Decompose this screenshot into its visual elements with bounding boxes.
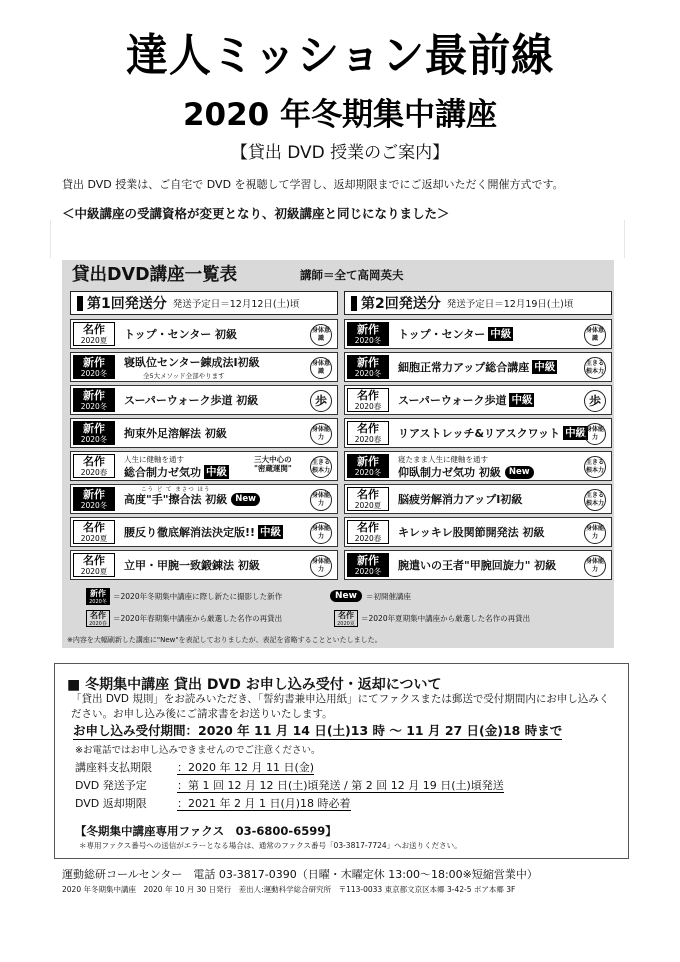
course-title: 総合制力ゼ気功 中級 <box>124 466 227 479</box>
list-item <box>70 451 338 481</box>
category-icon: 身体能力 <box>310 522 332 544</box>
level-badge: 中級 <box>490 328 512 340</box>
new-work-badge: 新作 2020冬 <box>73 355 115 379</box>
deadline-payment: 講座料支払期限 ：2020 年 12 月 11 日(金) <box>75 761 315 774</box>
list-item <box>70 517 338 547</box>
category-icon: 身体能力 <box>310 423 332 445</box>
masterpiece-badge: 名作 2020春 <box>347 520 389 544</box>
notice-text: ＜中級講座の受講資格が変更となり、初級講座と同じになりました＞ <box>62 206 450 221</box>
course-title: 高度"手"擦合法 初級 New <box>124 485 303 513</box>
category-icon: 生きる根本力 <box>584 456 606 478</box>
category-icon: 身体意識 <box>310 324 332 346</box>
masterpiece-badge: 名作 2020春 <box>347 421 389 445</box>
course-title: キレッキレ股関節開発法 初級 <box>398 526 545 539</box>
list-footnote: ※内容を大幅刷新した講座に"New"を表記しておりましたが、表記を省略することといたしました。 <box>67 636 382 644</box>
lecturer-label: 講師＝全て高岡英夫 <box>300 268 404 282</box>
legend-spring-badge: 名作 2020春 <box>86 610 110 627</box>
list-item <box>70 550 338 580</box>
bar-icon <box>351 296 357 311</box>
application-paragraph: 「貸出 DVD 規則」をお読みいただき、「誓約書兼申込用紙」にてファクスまたは郵送で受付期間内にお申し込みください。お申し込み後にご請求書をお送りいたします。 <box>71 693 610 720</box>
legend-spring <box>86 610 282 627</box>
legend-pill-text: ＝初開催講座 <box>365 591 411 601</box>
legend-pill <box>330 590 411 602</box>
new-work-badge: 新作 2020冬 <box>347 322 389 346</box>
list-item <box>344 550 612 580</box>
course-title: 仰臥制力ゼ気功 初級 New <box>398 458 577 486</box>
divider <box>50 220 625 258</box>
new-pill-icon: New <box>231 493 260 506</box>
bar-icon <box>77 296 83 311</box>
new-work-badge: 新作 2020冬 <box>73 388 115 412</box>
new-work-badge: 新作 2020冬 <box>347 553 389 577</box>
course-title: スーパーウォーク歩道 中級 <box>398 394 533 407</box>
application-period-note: ※お電話ではお申し込みできませんのでご注意ください。 <box>75 745 321 756</box>
list-item <box>70 484 338 514</box>
legend-new-badge: 新作 2020冬 <box>86 588 110 605</box>
category-icon: 生きる根本力 <box>584 357 606 379</box>
list-item <box>70 352 338 382</box>
category-icon: 身体能力 <box>584 522 606 544</box>
legend-summer-text: ＝2020年夏期集中講座から厳選した名作の再貸出 <box>361 614 531 623</box>
category-icon: 生きる根本力 <box>310 456 332 478</box>
list-item <box>344 352 612 382</box>
category-icon: 身体能力 <box>584 555 606 577</box>
list-item <box>70 385 338 415</box>
course-tagline: 人生に健軸を通す <box>124 455 184 464</box>
masterpiece-badge: 名作 2020春 <box>347 388 389 412</box>
course-title: トップ・センター 初級 <box>124 328 238 341</box>
legend-summer <box>334 610 530 627</box>
application-heading: ■ 冬期集中講座 貸出 DVD お申し込み受付・返却について <box>67 677 442 693</box>
course-title: 立甲・甲腕一致鍛錬法 初級 <box>124 559 260 572</box>
course-title: 腰反り徹底解消法決定版!! 中級 <box>124 526 282 539</box>
brand-title: 達人ミッション最前線 <box>125 29 555 82</box>
list-item <box>70 418 338 448</box>
level-badge: 中級 <box>260 526 282 538</box>
masterpiece-badge: 名作 2020春 <box>73 454 115 478</box>
dvd-return-deadline: DVD 返却期限 ：2021 年 2 月 1 日(月)18 時必着 <box>75 797 351 810</box>
course-title: トップ・センター 中級 <box>398 328 512 341</box>
masterpiece-badge: 名作 2020夏 <box>73 322 115 346</box>
application-box <box>54 663 629 859</box>
category-icon: 身体意識 <box>310 357 332 379</box>
legend-new <box>86 588 282 605</box>
page-subtitle: 【貸出 DVD 授業のご案内】 <box>230 143 450 163</box>
list-item <box>344 484 612 514</box>
category-icon: 身体能力 <box>310 489 332 511</box>
col1-title: 第1回発送分 <box>87 296 167 312</box>
new-work-badge: 新作 2020冬 <box>347 454 389 478</box>
masterpiece-badge: 名作 2020夏 <box>347 487 389 511</box>
col1-header <box>70 291 338 315</box>
course-title: リアストレッチ&リアスクワット 中級 <box>398 427 587 440</box>
category-icon: 身体能力 <box>584 423 606 445</box>
list-item <box>344 385 612 415</box>
col1-date: 発送予定日＝12月12日(土)頃 <box>172 299 300 310</box>
course-subtext: 全5大メソッド全部やります <box>143 372 225 380</box>
legend-spring-text: ＝2020年春期集中講座から厳選した名作の再貸出 <box>113 614 283 623</box>
list-item <box>344 517 612 547</box>
fax-note: ＊専用ファクス番号への送信がエラーとなる場合は、通常のファクス番号「03-3817-7724」へお送りください。 <box>79 841 462 850</box>
intro-text: 貸出 DVD 授業は、ご自宅で DVD を視聴して学習し、返却期限までにご返却いただく開催方式です。 <box>62 178 564 191</box>
list-title: 貸出DVD講座一覧表 <box>72 265 238 285</box>
col2-title: 第2回発送分 <box>361 296 441 312</box>
course-tagline: 寝たまま人生に健軸を通す <box>398 455 488 464</box>
col2-header <box>344 291 612 315</box>
masterpiece-badge: 名作 2020夏 <box>73 520 115 544</box>
new-work-badge: 新作 2020冬 <box>73 487 115 511</box>
list-item <box>344 418 612 448</box>
new-pill-icon: New <box>330 590 362 602</box>
course-title: スーパーウォーク歩道 初級 <box>124 394 259 407</box>
level-badge: 中級 <box>534 361 556 373</box>
course-title: 寝臥位センター錬成法Ⅰ初級 <box>124 356 260 369</box>
course-ruby: こう ど て まさつ ほう <box>141 487 211 493</box>
masterpiece-badge: 名作 2020夏 <box>73 553 115 577</box>
dvd-ship-schedule: DVD 発送予定 ：第 1 回 12 月 12 日(土)頃発送 / 第 2 回 12 月 19 日(土)頃発送 <box>75 779 504 792</box>
new-pill-icon: New <box>505 466 534 479</box>
list-item <box>344 451 612 481</box>
issue-line: 2020 年冬期集中講座 2020 年 10 月 30 日発行 差出人:運動科学総合研究所 〒113-0033 東京都文京区本郷 3-42-5 ボア本郷 3F <box>62 885 516 894</box>
fax-number: 【冬期集中講座専用ファクス 03-6800-6599】 <box>75 824 337 838</box>
walk-icon: 歩 <box>310 390 332 412</box>
page-title: 2020 年冬期集中講座 <box>182 97 498 133</box>
level-badge: 中級 <box>206 466 227 478</box>
new-work-badge: 新作 2020冬 <box>73 421 115 445</box>
category-icon: 身体意識 <box>584 324 606 346</box>
walk-icon: 歩 <box>584 390 606 412</box>
course-extra: 三大中心の "密蔵運関" <box>254 455 292 473</box>
course-title: 拘束外足溶解法 初級 <box>124 427 227 440</box>
legend-new-text: ＝2020年冬期集中講座に際し新たに撮影した新作 <box>113 592 283 601</box>
contact-line: 運動総研コールセンター 電話 03-3817-0390（日曜・木曜定休 13:00～18:00※短縮営業中） <box>62 868 538 881</box>
col2-date: 発送予定日＝12月19日(土)頃 <box>446 299 574 310</box>
level-badge: 中級 <box>565 427 587 439</box>
list-item <box>344 319 612 349</box>
course-title: 細胞正常力アップ総合講座 中級 <box>398 361 556 374</box>
category-icon: 生きる根本力 <box>584 489 606 511</box>
course-title: 腕遣いの王者"甲腕回旋力" 初級 <box>398 559 557 572</box>
list-item <box>70 319 338 349</box>
course-title: 脳疲労解消力アップⅠ初級 <box>398 493 523 506</box>
level-badge: 中級 <box>511 394 533 406</box>
application-period: お申し込み受付期間：2020 年 11 月 14 日(土)13 時 ～ 11 月 27 日(金)18 時まで <box>73 723 563 738</box>
dvd-list-panel <box>62 260 614 648</box>
legend-summer-badge: 名作 2020夏 <box>334 610 358 627</box>
new-work-badge: 新作 2020冬 <box>347 355 389 379</box>
category-icon: 身体能力 <box>310 555 332 577</box>
